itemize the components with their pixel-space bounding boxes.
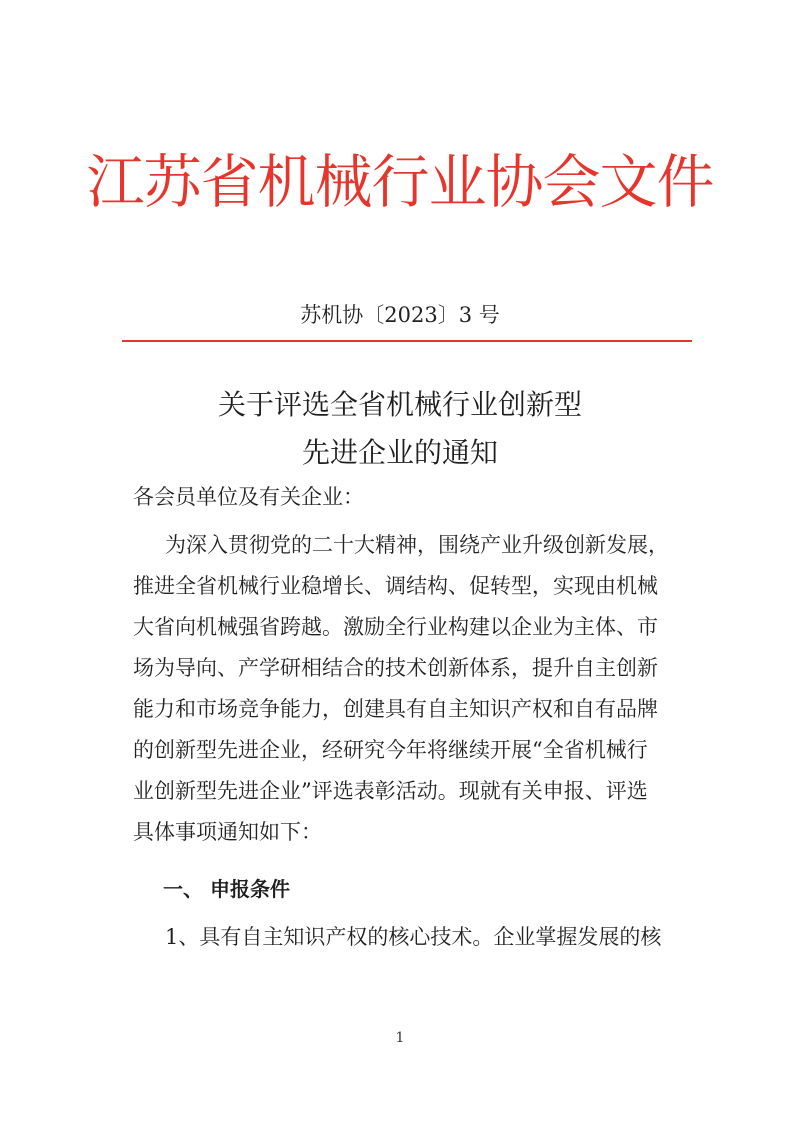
paragraph-line-8: 具体事项通知如下： bbox=[133, 820, 322, 844]
document-number: 苏机协〔2023〕3 号 bbox=[300, 303, 500, 327]
salutation: 各会员单位及有关企业： bbox=[133, 485, 364, 509]
paragraph-line-2: 推进全省机械行业稳增长、调结构、促转型，实现由机械 bbox=[133, 574, 658, 598]
paragraph-line-5: 能力和市场竞争能力，创建具有自主知识产权和自有品牌 bbox=[133, 697, 658, 721]
paragraph-line-7: 业创新型先进企业”评选表彰活动。现就有关申报、评选 bbox=[133, 779, 648, 803]
notice-title-line-1: 关于评选全省机械行业创新型 bbox=[217, 388, 582, 421]
red-divider-rule bbox=[122, 340, 692, 342]
notice-title-line-2: 先进企业的通知 bbox=[301, 436, 498, 469]
paragraph-line-3: 大省向机械强省跨越。激励全行业构建以企业为主体、市 bbox=[133, 615, 658, 639]
paragraph-line-4: 场为导向、产学研相结合的技术创新体系，提升自主创新 bbox=[133, 656, 658, 680]
issuer-header-title: 江苏省机械行业协会文件 bbox=[86, 148, 714, 216]
page-number: 1 bbox=[395, 1030, 405, 1046]
paragraph-line-1: 为深入贯彻党的二十大精神，围绕产业升级创新发展， bbox=[165, 533, 669, 557]
section-1-heading: 一、 申报条件 bbox=[163, 877, 290, 901]
item-1-line: 1、具有自主知识产权的核心技术。企业掌握发展的核 bbox=[165, 925, 662, 949]
paragraph-line-6: 的创新型先进企业，经研究今年将继续开展“全省机械行 bbox=[133, 738, 648, 762]
